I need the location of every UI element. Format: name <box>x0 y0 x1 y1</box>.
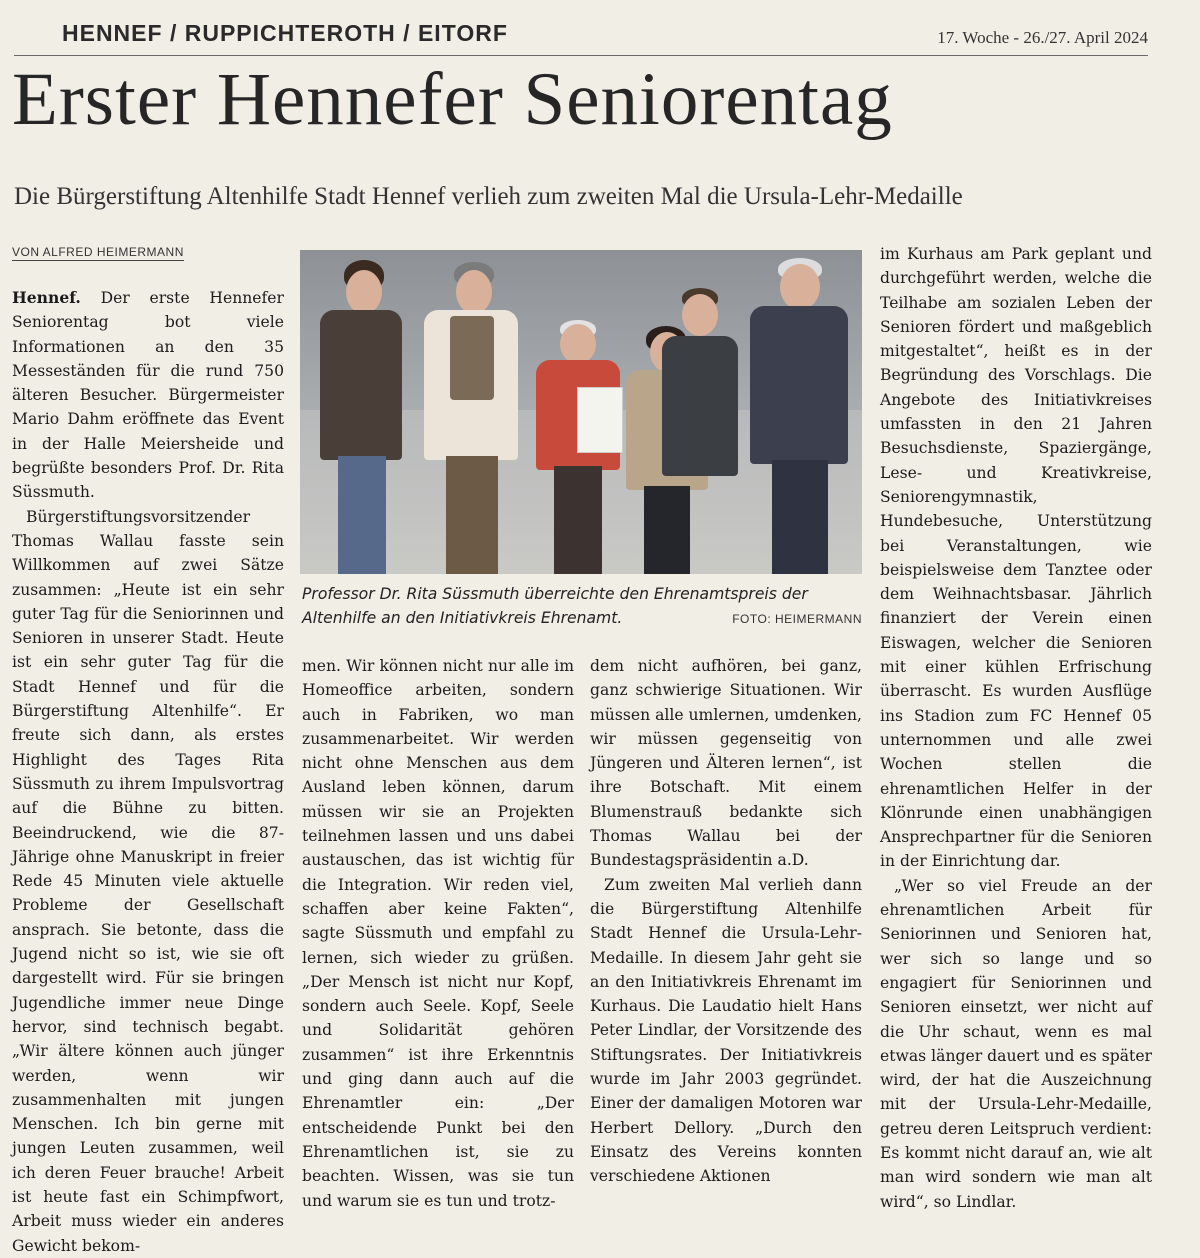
article-paragraph <box>12 286 284 505</box>
headline: Erster Hennefer Seniorentag <box>12 58 893 141</box>
subheadline: Die Bürgerstiftung Altenhilfe Stadt Hennef verlieh zum zweiten Mal die Ursula-Lehr-Medaille <box>14 183 963 210</box>
photo-caption: Professor Dr. Rita Süssmuth überreichte den Ehrenamtspreis der Altenhilfe an den Initiativkreis Ehrenamt. <box>302 585 808 627</box>
article-column-2 <box>302 654 574 1210</box>
dateline: Hennef. <box>12 288 81 307</box>
certificate <box>577 387 623 453</box>
page-header <box>0 18 1200 58</box>
person-figure <box>660 288 740 574</box>
article-paragraph: Zum zweiten Mal verlieh dann die Bürgerstiftung Altenhilfe Stadt Hennef die Ursula-Lehr-Medaille. In diesem Jahr geht sie an den Initiativkreis Ehrenamt im Kurhaus. Die Laudatio hielt Hans Peter Lindlar, der Vorsitzende des Stiftungsrates. Der Initiativkreis wurde im Jahr 2003 gegründet. Einer der damaligen Motoren war Herbert Dellory. „Durch den Einsatz des Vereins konnten verschiedene Aktionen <box>590 875 862 1186</box>
article-column-4 <box>880 242 1152 1211</box>
article-paragraph: im Kurhaus am Park geplant und durchgeführt werden, welche die Teilhabe am sozialen Leben der Senioren fördert und maßgeblich mitgestaltet“, heißt es in der Begründung des Vorschlags. Die Angebote des Initiativkreises umfassten in den 21 Jahren Besuchsdienste, Spaziergänge, Lese- und Kreativkreise, Seniorengymnastik, Hundebesuche, Unterstützung bei Veranstaltungen, wie beispielsweise dem Tanztee oder dem Weihnachtsbasar. Jährlich finanziert der Verein einen Eiswagen, welcher die Senioren mit einer kühlen Erfrischung überrascht. Es wurden Ausflüge ins Stadion zum FC Hennef 05 unternommen und alle zwei Wochen stellen die ehrenamtlichen Helfer in der Klönrunde einen unabhängigen Ansprechpartner für die Senioren in der Einrichtung dar. <box>880 245 1152 871</box>
article-paragraph: men. Wir können nicht nur alle im Homeoffice arbeiten, sondern auch in Fabriken, wo man zusammenarbeitet. Wir werden nicht ohne Menschen aus dem Ausland leben können, darum müssen wir sie an Projekten teilnehmen lassen und uns dabei austauschen, das ist wichtig für die Integration. Wir reden viel, schaffen aber keine Fakten“, sagte Süssmuth und empfahl zu lernen, sich wieder zu grüßen. „Der Mensch ist nicht nur Kopf, sondern auch Seele. Kopf, Seele und Solidarität gehören zusammen“ ist ihre Erkenntnis und ging dann auch auf die Ehrenamtler ein: „Der entscheidende Punkt bei den Ehrenamtlichen ist, sie zu beachten. Wissen, was sie tun und warum sie es tun und trotz- <box>302 657 574 1210</box>
paragraph-text: Der erste Hennefer Seniorentag bot viele Informationen an den 35 Messeständen für die rund 750 älteren Besucher. Bürgermeister Mario Dahm eröffnete das Event in der Halle Meiersheide und begrüßte besonders Prof. Dr. Rita Süssmuth. <box>12 289 284 502</box>
person-figure <box>746 258 850 574</box>
article-column-3 <box>590 654 862 1191</box>
person-figure <box>314 260 404 574</box>
person-figure <box>420 262 520 574</box>
article-photo <box>300 250 862 574</box>
byline: VON ALFRED HEIMERMANN <box>12 245 184 259</box>
article-column-1 <box>12 286 284 1255</box>
article-paragraph: dem nicht aufhören, bei ganz, ganz schwierige Situationen. Wir müssen alle umlernen, umdenken, wir müssen gegenseitig von Jüngeren und Älteren lernen“, ist ihre Botschaft. Mit einem Blumenstrauß bedankte sich Thomas Wallau bei der Bundestagspräsidentin a.D. <box>590 657 863 870</box>
article-paragraph: Bürgerstiftungsvorsitzender Thomas Wallau fasste sein Willkommen auf zwei Sätze zusammen: „Heute ist ein sehr guter Tag für die Seniorinnen und Senioren in unserer Stadt. Heute ist ein sehr guter Tag für die Stadt Hennef und für die Bürgerstiftung Altenhilfe“. Er freute sich dann, als erstes Highlight des Tages Rita Süssmuth zu ihrem Impulsvortrag auf die Bühne zu bitten. Beeindruckend, wie die 87-Jährige ohne Manuskript in freier Rede 45 Minuten viele aktuelle Probleme der Gesellschaft ansprach. Sie betonte, dass die Jugend nicht so ist, wie sie oft dargestellt wird. Für sie bringen Jugendliche immer neue Dinge hervor, sind technisch begabt. „Wir ältere können auch jünger werden, wenn wir zusammenhalten mit jungen Menschen. Ich bin gerne mit jungen Leuten zusammen, weil ich deren Feuer brauche! Arbeit ist heute fast ein Schimpfwort, Arbeit muss wieder ein anderes Gewicht bekom- <box>12 507 284 1255</box>
photo-credit: FOTO: HEIMERMANN <box>732 612 862 626</box>
article-paragraph: „Wer so viel Freude an der ehrenamtlichen Arbeit für Seniorinnen und Senioren hat, wer sich so lange und so engagiert für Seniorinnen und Senioren einsetzt, wer nicht auf die Uhr schaut, wenn es mal etwas länger dauert und es später wird, der hat die Auszeichnung mit der Ursula-Lehr-Medaille, getreu deren Leitspruch verdient: Es kommt nicht darauf an, wie alt man wird sondern wie man alt wird“, so Lindlar. <box>880 876 1152 1211</box>
issue-date: 17. Woche - 26./27. April 2024 <box>937 28 1148 47</box>
section-title: HENNEF / RUPPICHTEROTH / EITORF <box>62 20 508 46</box>
